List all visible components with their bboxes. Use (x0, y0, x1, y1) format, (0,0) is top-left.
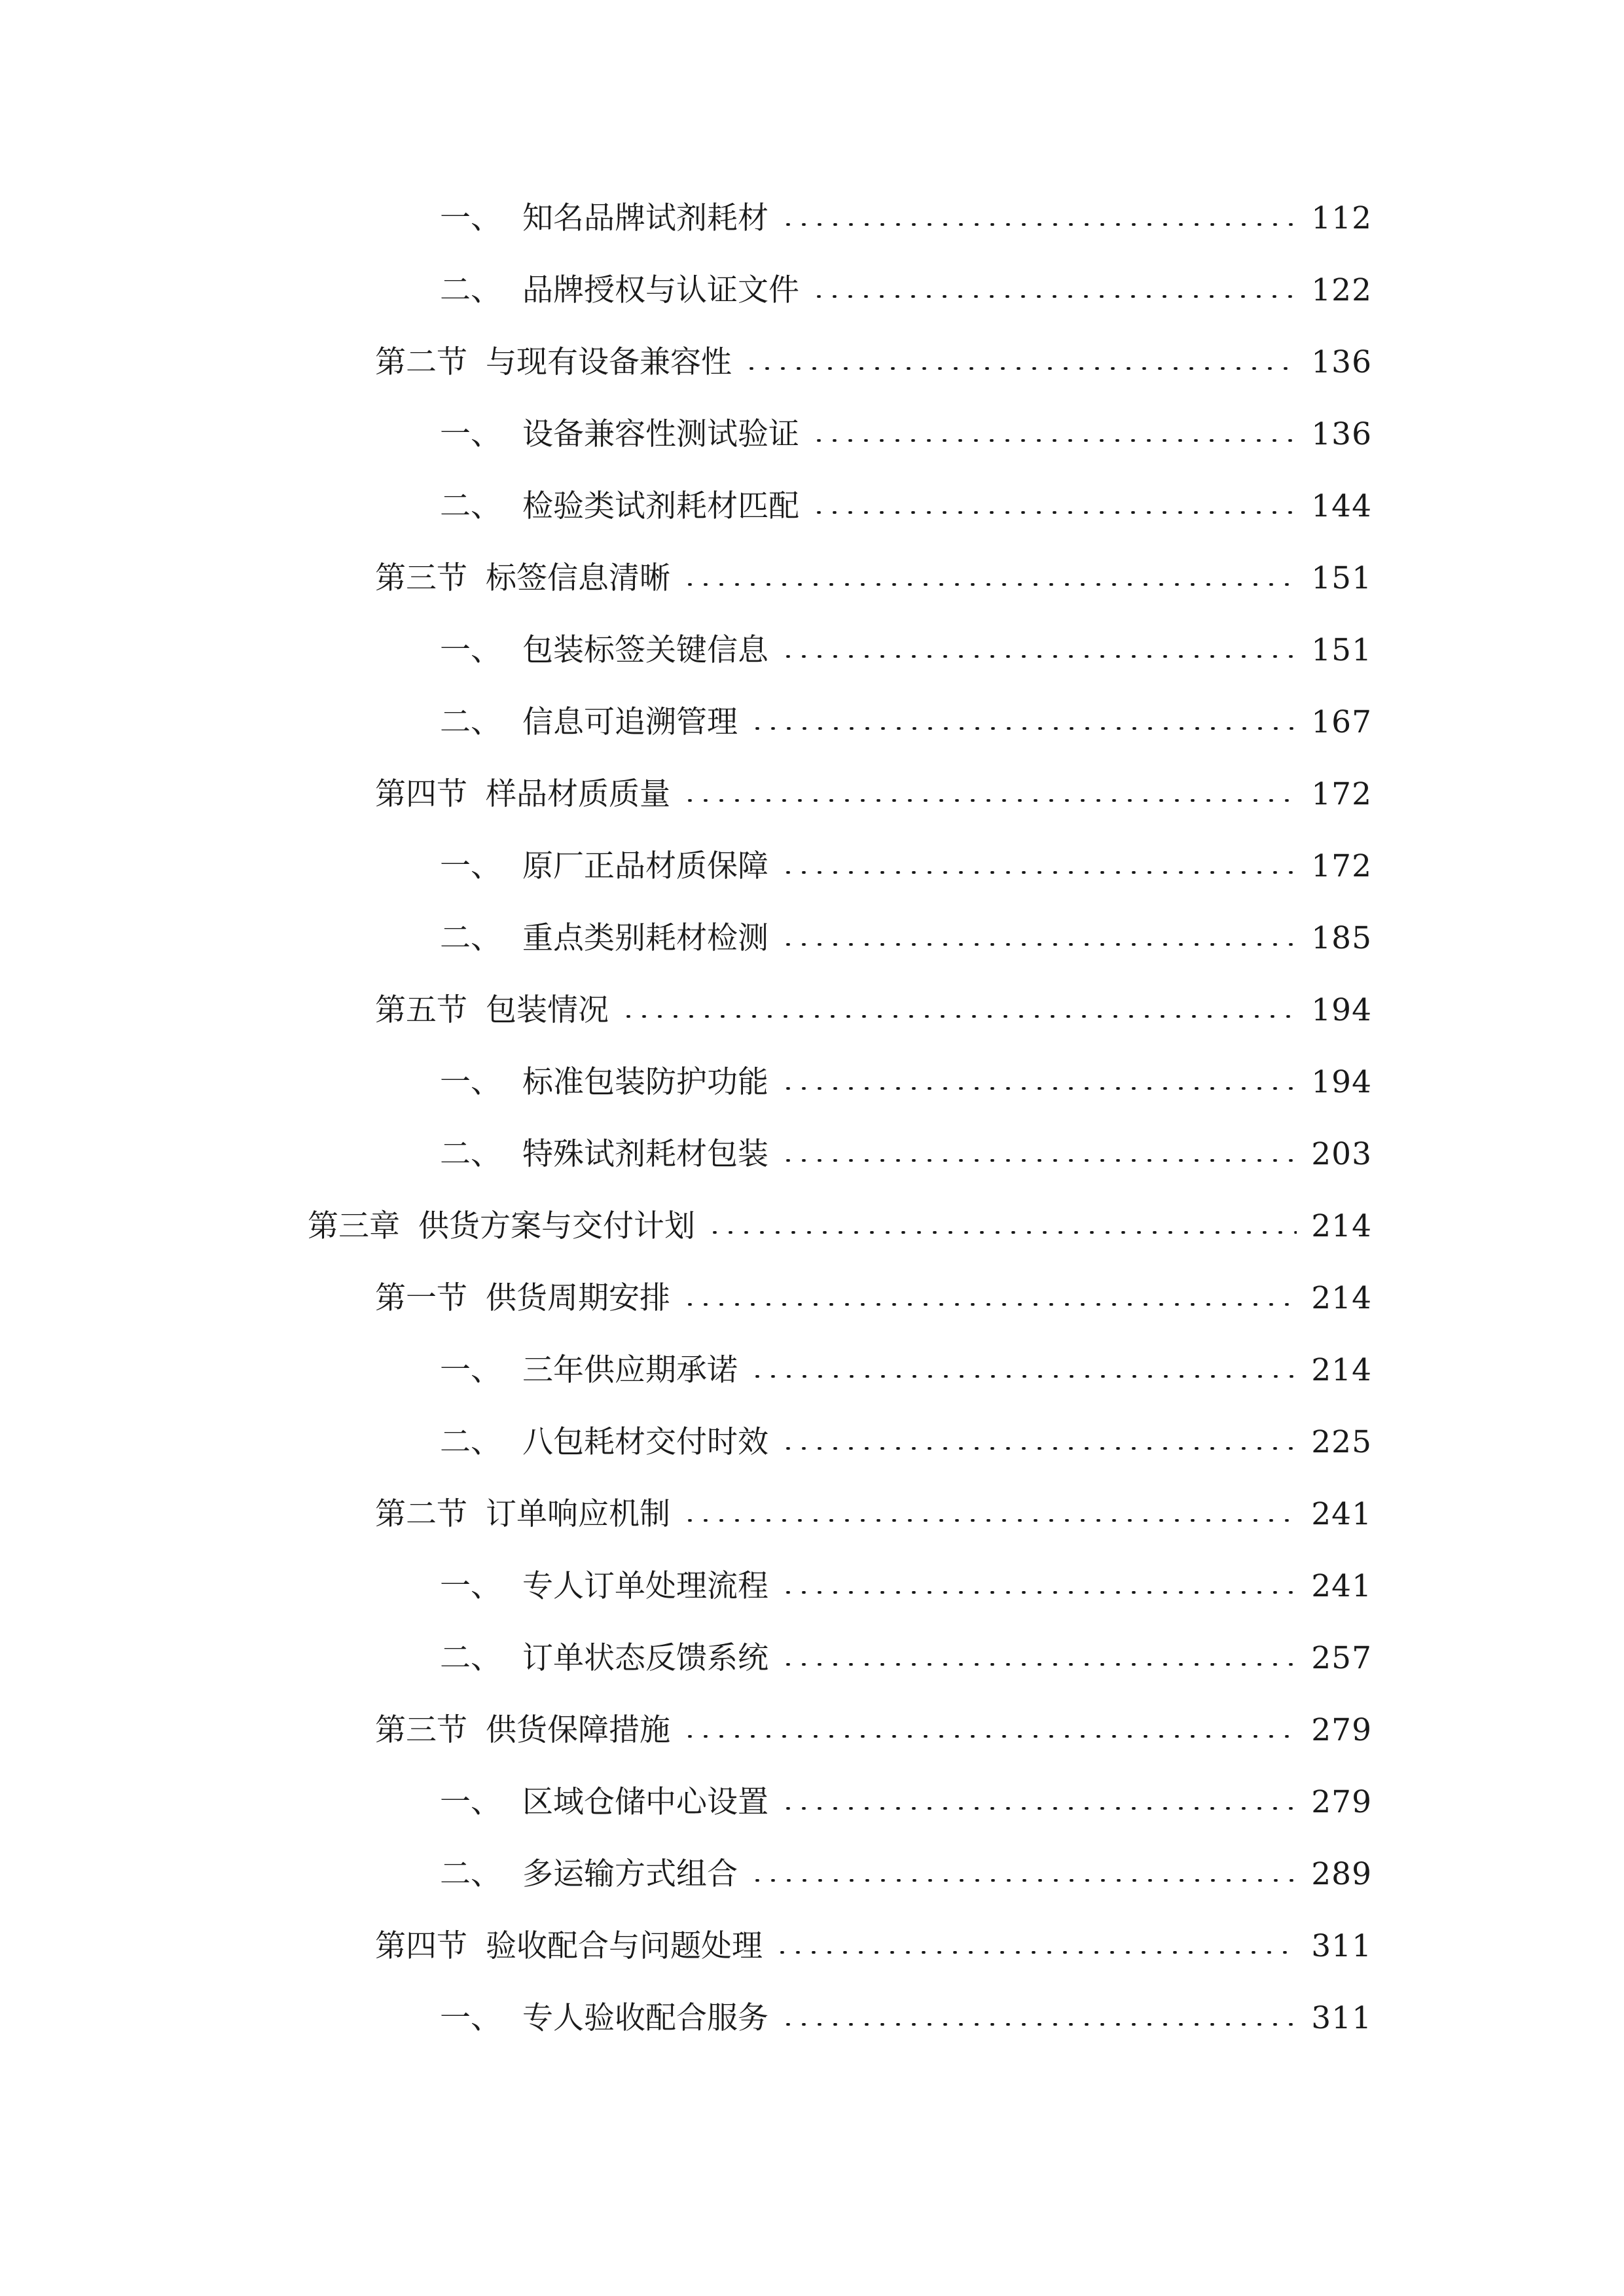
dot-leader (682, 1735, 1297, 1738)
toc-entry-page: 136 (1311, 344, 1372, 380)
toc-entry-title: 检验类试剂耗材匹配 (522, 488, 799, 524)
toc-entry-number: 第五节 (375, 992, 467, 1028)
toc-entry[interactable] (440, 836, 1372, 895)
toc-entry-page: 203 (1311, 1136, 1372, 1172)
toc-entry-title: 订单状态反馈系统 (522, 1640, 768, 1676)
toc-entry-page: 214 (1311, 1280, 1372, 1316)
toc-entry-page: 185 (1311, 920, 1372, 956)
toc-entry-number: 第四节 (375, 776, 467, 812)
toc-entry-title: 三年供应期承诺 (522, 1352, 738, 1388)
toc-entry-page: 241 (1311, 1496, 1372, 1532)
dot-leader (780, 1807, 1297, 1810)
toc-entry-page: 214 (1311, 1208, 1372, 1244)
toc-entry-number: 二、 (440, 1856, 501, 1892)
toc-entry[interactable] (440, 1844, 1372, 1903)
dot-leader (780, 871, 1297, 874)
toc-entry-title: 标准包装防护功能 (522, 1064, 768, 1100)
toc-entry[interactable] (375, 1700, 1372, 1759)
toc-entry-title: 专人订单处理流程 (522, 1568, 768, 1604)
toc-entry-number: 二、 (440, 272, 501, 308)
toc-entry-title: 特殊试剂耗材包装 (522, 1136, 768, 1172)
toc-entry-title: 验收配合与问题处理 (486, 1928, 763, 1964)
dot-leader (811, 439, 1297, 442)
dot-leader (811, 511, 1297, 514)
toc-entry-title: 供货周期安排 (486, 1280, 670, 1316)
toc-entry-page: 194 (1311, 992, 1372, 1028)
toc-entry-page: 311 (1311, 2000, 1372, 2036)
toc-entry[interactable] (440, 692, 1372, 751)
toc-entry[interactable] (308, 1196, 1372, 1255)
toc-entry-title: 供货保障措施 (486, 1712, 670, 1748)
toc-entry-page: 151 (1311, 560, 1372, 596)
toc-entry-page: 311 (1311, 1928, 1372, 1964)
toc-entry-page: 194 (1311, 1064, 1372, 1100)
toc-entry-number: 第二节 (375, 1496, 467, 1532)
toc-entry-page: 257 (1311, 1640, 1372, 1676)
toc-entry-title: 包装情况 (486, 992, 609, 1028)
toc-entry-title: 多运输方式组合 (522, 1856, 738, 1892)
dot-leader (682, 799, 1297, 802)
dot-leader (780, 2023, 1297, 2026)
dot-leader (780, 943, 1297, 946)
toc-entry-page: 144 (1311, 488, 1372, 524)
toc-entry[interactable] (440, 1124, 1372, 1183)
dot-leader (749, 1375, 1297, 1378)
toc-entry-number: 一、 (440, 1784, 501, 1820)
toc-entry-number: 二、 (440, 488, 501, 524)
toc-entry-page: 151 (1311, 632, 1372, 668)
toc-entry-page: 112 (1311, 200, 1372, 236)
toc-entry-number: 第三节 (375, 1712, 467, 1748)
toc-entry-number: 第一节 (375, 1280, 467, 1316)
toc-entry[interactable] (375, 1268, 1372, 1327)
toc-entry-number: 二、 (440, 920, 501, 956)
dot-leader (744, 367, 1297, 370)
toc-entry[interactable] (440, 1988, 1372, 2047)
dot-leader (780, 655, 1297, 658)
dot-leader (780, 223, 1297, 226)
toc-entry[interactable] (375, 1916, 1372, 1975)
dot-leader (780, 1663, 1297, 1666)
toc-entry-number: 一、 (440, 848, 501, 884)
toc-entry-number: 一、 (440, 1568, 501, 1604)
toc-entry-number: 一、 (440, 632, 501, 668)
dot-leader (682, 1303, 1297, 1306)
toc-entry-number: 一、 (440, 2000, 501, 2036)
dot-leader (682, 1519, 1297, 1522)
toc-entry-page: 136 (1311, 416, 1372, 452)
toc-entry-page: 167 (1311, 704, 1372, 740)
toc-entry-page: 172 (1311, 776, 1372, 812)
toc-entry-title: 样品材质质量 (486, 776, 670, 812)
toc-entry[interactable] (440, 476, 1372, 535)
dot-leader (749, 727, 1297, 730)
toc-entry[interactable] (440, 908, 1372, 967)
toc-entry-title: 供货方案与交付计划 (418, 1208, 695, 1244)
toc-entry-number: 二、 (440, 704, 501, 740)
toc-entry[interactable] (375, 1484, 1372, 1543)
toc-entry-number: 一、 (440, 416, 501, 452)
toc-entry-number: 第四节 (375, 1928, 467, 1964)
dot-leader (780, 1591, 1297, 1594)
dot-leader (749, 1879, 1297, 1882)
dot-leader (682, 583, 1297, 586)
toc-entry[interactable] (440, 1340, 1372, 1399)
toc-entry-page: 172 (1311, 848, 1372, 884)
toc-entry[interactable] (375, 332, 1372, 391)
toc-entry-title: 品牌授权与认证文件 (522, 272, 799, 308)
toc-entry[interactable] (440, 404, 1372, 463)
toc-entry-number: 一、 (440, 1064, 501, 1100)
toc-entry-number: 一、 (440, 1352, 501, 1388)
toc-entry[interactable] (440, 260, 1372, 319)
toc-entry-number: 二、 (440, 1424, 501, 1460)
toc-entry[interactable] (440, 1412, 1372, 1471)
toc-entry-title: 与现有设备兼容性 (486, 344, 732, 380)
dot-leader (774, 1951, 1297, 1954)
toc-entry-title: 标签信息清晰 (486, 560, 670, 596)
toc-entry[interactable] (440, 1628, 1372, 1687)
toc-entry-title: 专人验收配合服务 (522, 2000, 768, 2036)
toc-entry-title: 八包耗材交付时效 (522, 1424, 768, 1460)
toc-entry-title: 原厂正品材质保障 (522, 848, 768, 884)
toc-entry-number: 第二节 (375, 344, 467, 380)
dot-leader (707, 1231, 1297, 1234)
dot-leader (811, 295, 1297, 298)
toc-entry[interactable] (440, 1772, 1372, 1831)
toc-entry-number: 二、 (440, 1136, 501, 1172)
toc-entry-page: 122 (1311, 272, 1372, 308)
toc-entry[interactable] (440, 1556, 1372, 1615)
toc-entry[interactable] (375, 764, 1372, 823)
toc-entry-page: 225 (1311, 1424, 1372, 1460)
dot-leader (780, 1447, 1297, 1450)
toc-entry-number: 第三章 (308, 1208, 400, 1244)
toc-entry-number: 一、 (440, 200, 501, 236)
toc-entry[interactable] (440, 188, 1372, 247)
toc-entry-title: 重点类别耗材检测 (522, 920, 768, 956)
toc-entry-title: 订单响应机制 (486, 1496, 670, 1532)
toc-entry-title: 区域仓储中心设置 (522, 1784, 768, 1820)
toc-entry-number: 二、 (440, 1640, 501, 1676)
toc-entry[interactable] (375, 980, 1372, 1039)
toc-entry[interactable] (375, 548, 1372, 607)
toc-entry-page: 279 (1311, 1712, 1372, 1748)
dot-leader (780, 1159, 1297, 1162)
toc-entry-page: 214 (1311, 1352, 1372, 1388)
toc-entry-title: 包装标签关键信息 (522, 632, 768, 668)
toc-entry-page: 279 (1311, 1784, 1372, 1820)
dot-leader (780, 1087, 1297, 1090)
toc-entry-title: 设备兼容性测试验证 (522, 416, 799, 452)
toc-entry-page: 241 (1311, 1568, 1372, 1604)
toc-entry-title: 知名品牌试剂耗材 (522, 200, 768, 236)
toc-entry-page: 289 (1311, 1856, 1372, 1892)
dot-leader (621, 1015, 1297, 1018)
toc-entry[interactable] (440, 620, 1372, 679)
toc-entry-title: 信息可追溯管理 (522, 704, 738, 740)
toc-entry-number: 第三节 (375, 560, 467, 596)
toc-entry[interactable] (440, 1052, 1372, 1111)
